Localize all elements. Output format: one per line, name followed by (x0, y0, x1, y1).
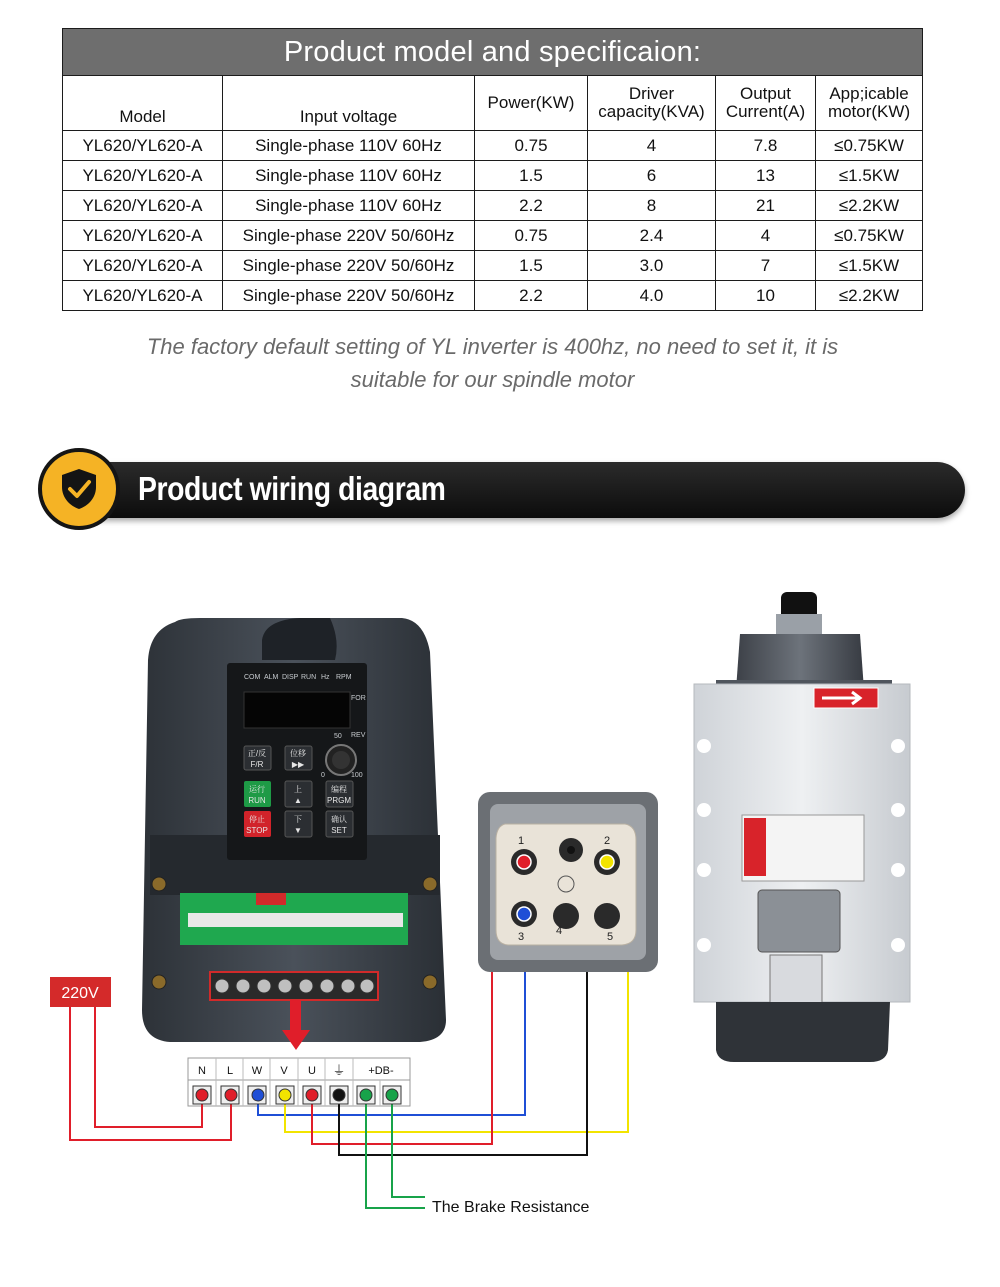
table-row: YL620/YL620-A Single-phase 220V 50/60Hz 1.5 3.0 7 ≤1.5KW (63, 251, 923, 281)
section-title: Product wiring diagram (138, 470, 446, 507)
header-output-current: Output Current(A) (716, 76, 816, 131)
table-title: Product model and specificaion: (63, 29, 923, 76)
wire-brake-minus (392, 1095, 425, 1197)
factory-setting-note: The factory default setting of YL inverter is 400hz, no need to set it, it is suitable for our spindle motor (146, 334, 839, 392)
indicator-rpm: RPM (336, 674, 352, 681)
power-input-label: 220V (61, 985, 99, 1002)
header-driver-capacity: Driver capacity(KVA) (588, 76, 716, 131)
aviation-connector (478, 792, 658, 972)
svg-text:下: 下 (294, 815, 302, 824)
knob-min-label: 0 (321, 772, 325, 779)
pin-5-label: 5 (607, 931, 614, 943)
indicator-alm: ALM (264, 674, 279, 681)
header-input-voltage: Input voltage (223, 76, 475, 131)
table-row: YL620/YL620-A Single-phase 220V 50/60Hz 2.2 4.0 10 ≤2.2KW (63, 281, 923, 311)
svg-text:正/反: 正/反 (247, 749, 267, 758)
header-power: Power(KW) (475, 76, 588, 131)
svg-text:停止: 停止 (249, 815, 265, 824)
indicator-com: COM (244, 674, 261, 681)
terminal-l-label: L (226, 1065, 234, 1077)
table-row: YL620/YL620-A Single-phase 110V 60Hz 0.75 4 7.8 ≤0.75KW (63, 131, 923, 161)
header-model: Model (63, 76, 223, 131)
pin-1-label: 1 (518, 835, 525, 847)
ground-icon: ⏚ (332, 1063, 346, 1078)
wire-brake-plus (366, 1095, 425, 1208)
svg-text:STOP: STOP (246, 826, 268, 835)
spec-table (62, 28, 923, 311)
svg-text:SET: SET (331, 826, 347, 835)
table-row: YL620/YL620-A Single-phase 110V 60Hz 2.2 8 21 ≤2.2KW (63, 191, 923, 221)
svg-text:▲: ▲ (294, 796, 302, 805)
led-display (244, 692, 350, 728)
brake-resistance-label: The Brake Resistance (432, 1199, 590, 1216)
terminal-v-label: V (280, 1065, 288, 1077)
knob-mid-label: 50 (334, 733, 342, 740)
svg-text:▼: ▼ (294, 826, 302, 835)
indicator-disp: DISP (282, 674, 299, 681)
pin-3-label: 3 (518, 931, 525, 943)
svg-text:RUN: RUN (248, 796, 266, 805)
svg-text:确认: 确认 (331, 815, 347, 824)
terminal-n-label: N (198, 1065, 206, 1077)
svg-text:F/R: F/R (250, 760, 264, 769)
table-row: YL620/YL620-A Single-phase 110V 60Hz 1.5 6 13 ≤1.5KW (63, 161, 923, 191)
svg-text:上: 上 (294, 785, 302, 794)
inverter (142, 618, 446, 1042)
for-label: FOR (351, 695, 366, 702)
header-applicable-motor: App;icable motor(KW) (816, 76, 923, 131)
svg-text:PRGM: PRGM (327, 796, 351, 805)
terminal-w-label: W (251, 1065, 263, 1077)
indicator-run: RUN (301, 674, 317, 681)
pin-4-label: 4 (556, 925, 563, 937)
wiring-diagram (0, 560, 1000, 1260)
svg-text:位移: 位移 (290, 749, 306, 758)
svg-text:▶▶: ▶▶ (291, 760, 305, 769)
rev-label: REV (351, 732, 366, 739)
spindle-motor (694, 592, 910, 1062)
terminal-db-label: +DB- (368, 1065, 394, 1077)
shield-check-icon (38, 448, 120, 530)
knob-max-label: 100 (351, 772, 363, 779)
pin-2-label: 2 (604, 835, 611, 847)
svg-text:编程: 编程 (331, 785, 347, 794)
terminal-u-label: U (308, 1065, 316, 1077)
table-row: YL620/YL620-A Single-phase 220V 50/60Hz 0.75 2.4 4 ≤0.75KW (63, 221, 923, 251)
indicator-hz: Hz (321, 674, 330, 681)
svg-text:运行: 运行 (249, 785, 265, 794)
